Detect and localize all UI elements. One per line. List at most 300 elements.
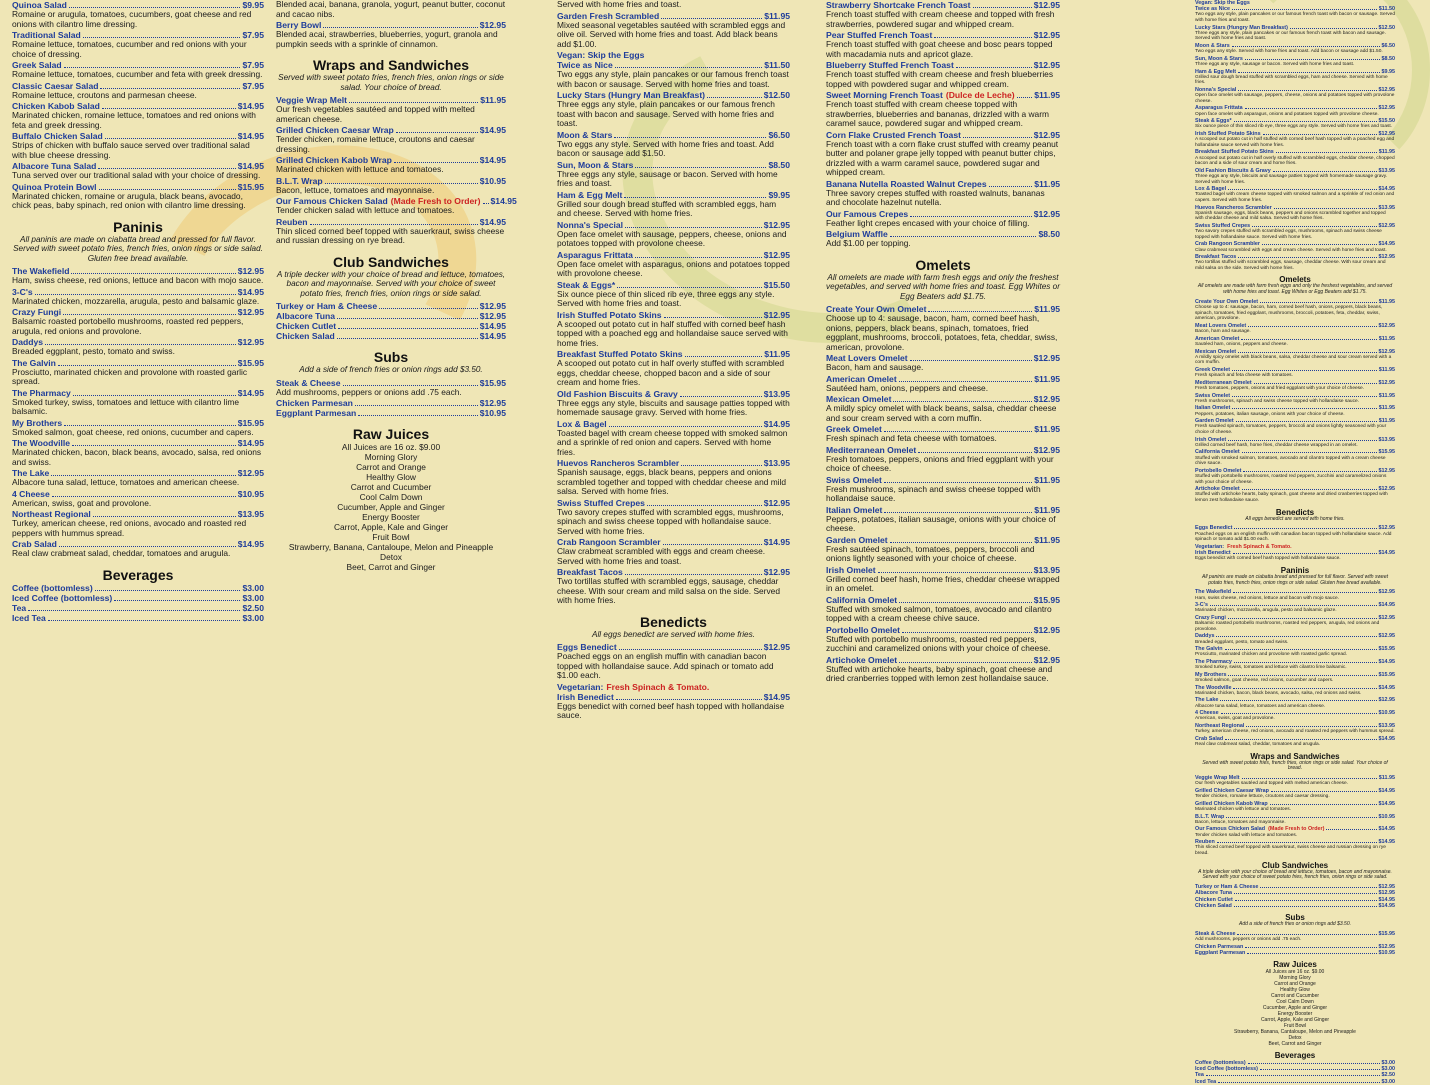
menu-item-description: Marinated chicken, bacon, black beans, avocado, salsa, red onions and swiss. bbox=[12, 447, 262, 467]
menu-item-name: Grilled Chicken Kabob Wrap bbox=[1195, 800, 1268, 807]
omelets-item bbox=[826, 374, 1060, 384]
menu-item-name: Mediterranean Omelet bbox=[1195, 379, 1252, 386]
eggs-item bbox=[557, 50, 790, 60]
menu-item-description: Spanish sausage, eggs, black beans, peppers and onions scrambled together and topped with cheddar cheese and mild salsa. Served with home fries. bbox=[557, 467, 787, 496]
leader-dots bbox=[884, 482, 1032, 483]
menu-item-name: Moon & Stars bbox=[557, 129, 613, 140]
menu-item-name: Create Your Own Omelet bbox=[1195, 299, 1259, 306]
menu-item-description: Marinated chicken, mozzarella, arugula, pesto and balsamic glaze. bbox=[12, 295, 260, 306]
leader-dots bbox=[1216, 636, 1376, 637]
paninis-item bbox=[12, 418, 264, 428]
eggs-item bbox=[557, 11, 790, 21]
menu-item-description: Real claw crabmeat salad, cheddar, tomatoes and arugula. bbox=[12, 548, 231, 558]
leader-dots bbox=[893, 401, 1031, 402]
menu-item-name: Daddys bbox=[12, 337, 44, 347]
menu-item-price: $14.95 bbox=[1378, 658, 1395, 665]
menu-item-note: (Made Fresh to Order) bbox=[1268, 826, 1325, 833]
leader-dots bbox=[899, 662, 1032, 663]
leader-dots bbox=[1242, 452, 1377, 453]
menu-item-price: $12.95 bbox=[1378, 105, 1395, 112]
leader-dots bbox=[1247, 953, 1376, 954]
menu-item-description: A scooped out potato cut in half overly stuffed with scrambled eggs, cheddar cheese, chopped bacon and a side of sour cream and home fries. bbox=[557, 358, 785, 387]
juice-ingredients: Beet, Carrot and Ginger bbox=[346, 562, 436, 572]
menu-item-name: Eggs Benedict bbox=[1195, 525, 1233, 532]
menu-item-price: $3.00 bbox=[1381, 1078, 1395, 1085]
menu-column-eggs-benedicts bbox=[545, 0, 790, 720]
menu-item-description: Romaine or arugula, tomatoes, cucumbers, goat cheese and red onions with cilantro lime dressing. bbox=[12, 9, 252, 29]
menu-item-description: Sautéed ham, onions, peppers and cheese. bbox=[826, 382, 989, 393]
mini-juice-name: Fruit Bowl bbox=[1283, 1022, 1307, 1029]
menu-item-note: (Made Fresh to Order) bbox=[390, 196, 481, 206]
menu-item-description: Peppers, potatoes, italian sausage, onions with your choice of cheese. bbox=[1195, 411, 1345, 417]
leader-dots bbox=[1238, 90, 1376, 91]
menu-item-name: Coffee (bottomless) bbox=[1195, 1059, 1246, 1066]
menu-item-price: $12.50 bbox=[763, 90, 790, 100]
menu-item-description: Sautéed ham, onions, peppers and cheese. bbox=[1195, 342, 1288, 348]
mini-club-item bbox=[1195, 903, 1395, 909]
menu-item-description: A mildly spicy omelet with black beans, salsa, cheddar cheese and sour cream served with a corn muffin. bbox=[1195, 354, 1392, 366]
leader-dots bbox=[71, 273, 235, 274]
menu-item-price: $12.95 bbox=[1033, 394, 1060, 404]
menu-item-description: Grilled sour dough bread stuffed with scrambled eggs, ham and cheese. Served with home fries. bbox=[557, 198, 777, 218]
mini-juices-title: Raw Juices bbox=[1273, 959, 1317, 969]
menu-item-name: Garden Omelet bbox=[1195, 418, 1234, 425]
menu-item-price: $14.95 bbox=[1378, 241, 1395, 248]
menu-item-description: Thin sliced corned beef topped with sauerkraut, swiss cheese and russian dressing on rye bread. bbox=[1195, 845, 1386, 856]
leader-dots bbox=[1234, 893, 1376, 894]
french-toast-item bbox=[826, 179, 1060, 189]
menu-item-name: Albacore Tuna Salad bbox=[12, 161, 97, 171]
menu-item-name: Chicken Kabob Salad bbox=[12, 101, 100, 111]
eggs-item bbox=[557, 419, 790, 429]
menu-item-name: Vegetarian: bbox=[1195, 543, 1225, 550]
menu-item-price: $14.95 bbox=[237, 286, 264, 297]
leader-dots bbox=[615, 67, 762, 68]
salad-item bbox=[12, 81, 264, 91]
menu-item-name: The Woodville bbox=[1195, 684, 1232, 691]
leader-dots bbox=[1271, 791, 1377, 792]
menu-item-price: $12.95 bbox=[1378, 633, 1395, 640]
omelets-title: Omelets bbox=[915, 256, 971, 273]
mini-omelets-title: Omelets bbox=[1279, 275, 1311, 285]
mini-subs-title: Subs bbox=[1285, 912, 1305, 922]
menu-item-price: $9.95 bbox=[768, 189, 790, 200]
menu-item-description: French toast stuffed with cream cheese topped with strawberries, blueberries and bananas, drizzled with a warm caramel sauce, powdered sugar and whipped cream. bbox=[826, 99, 1049, 128]
leader-dots bbox=[647, 505, 762, 506]
menu-item-price: $14.95 bbox=[1378, 896, 1395, 903]
menu-item-description: Poached eggs on an english muffin with canadian bacon topped with hollandaise sauce. Add spinach or tomato add $1.00 each. bbox=[1195, 531, 1392, 543]
menu-item-description: Stuffed with portobello mushrooms, roasted red peppers, zucchini and caramelized onions with your choice of cheese. bbox=[826, 633, 1051, 653]
menu-item-name: Iced Coffee (bottomless) bbox=[1195, 1066, 1258, 1073]
menu-item-name: Sun, Moon & Stars bbox=[557, 159, 634, 170]
mini-juice-name: Healthy Glow bbox=[1280, 986, 1310, 993]
paninis-item bbox=[12, 489, 264, 499]
mini-club-title: Club Sandwiches bbox=[1261, 860, 1329, 870]
menu-item-description: Choose up to 4: sausage, bacon, ham, corned beef hash, onions, peppers, black beans, spinach, tomatoes, fried eggplant, mushrooms, broccoli, potatoes, feta, cheddar, swiss, american, provolone. bbox=[1195, 305, 1383, 322]
leader-dots bbox=[72, 445, 236, 446]
menu-item-description: Smoked salmon, goat cheese, red onions, cucumber and capers. bbox=[12, 426, 254, 437]
menu-item-name: Italian Omelet bbox=[1195, 405, 1231, 412]
menu-item-description: Fresh spinach and feta cheese with tomatoes. bbox=[1195, 373, 1293, 379]
menu-item-description: Grilled corned beef hash, home fries, cheddar cheese wrapped in an omelet. bbox=[1195, 442, 1358, 448]
juices-note: All Juices are 16 oz. $9.00 bbox=[341, 442, 441, 452]
menu-item-name: Turkey or Ham & Cheese bbox=[276, 301, 378, 311]
leader-dots bbox=[899, 602, 1032, 603]
menu-item-name: Swiss Stuffed Crepes bbox=[557, 497, 645, 508]
menu-item-name: Artichoke Omelet bbox=[1195, 486, 1240, 493]
menu-thumbnail-page bbox=[1195, 0, 1395, 1085]
menu-item-description: Our fresh vegetables sautéed and topped with melted american cheese. bbox=[1195, 781, 1349, 787]
menu-item-price: $8.50 bbox=[1381, 55, 1395, 62]
menu-item-name: Twice as Nice bbox=[557, 60, 613, 70]
leader-dots bbox=[355, 405, 478, 406]
menu-item-name: Artichoke Omelet bbox=[826, 654, 898, 665]
menu-item-description: Balsamic roasted portobello mushrooms, roasted red peppers, arugula, red onions and provolone. bbox=[12, 316, 244, 336]
menu-item-price: $14.95 bbox=[763, 691, 790, 702]
menu-item-description: Two eggs any style, plain pancakes or our famous french toast with bacon or sausage. Served with home fries and toast. bbox=[557, 69, 789, 89]
menu-item-name: Crab Salad bbox=[1195, 735, 1224, 742]
menu-item-name: Vegan: Skip the Eggs bbox=[557, 50, 645, 60]
menu-item-name: Belgium Waffle bbox=[826, 229, 888, 239]
menu-item-name: Corn Flake Crusted French Toast bbox=[826, 129, 961, 140]
menu-item-name: Lucky Stars (Hungry Man Breakfast) bbox=[557, 90, 706, 100]
menu-item-name: Quinoa Salad bbox=[12, 0, 67, 10]
beverages-item bbox=[12, 613, 264, 623]
menu-item-name: Turkey or Ham & Cheese bbox=[1195, 884, 1259, 891]
menu-item-description: Stuffed with smoked salmon, tomatoes, avocado and cilantro topped with a cream cheese chive sauce. bbox=[826, 603, 1052, 623]
menu-item-description: Marinated chicken, romaine lettuce, tomatoes and red onions with feta and greek dressing. bbox=[12, 110, 256, 130]
menu-item-name: Lucky Stars (Hungry Man Breakfast) bbox=[1195, 24, 1288, 31]
menu-item-name: Breakfast Tacos bbox=[1195, 254, 1237, 261]
menu-item-description: Three eggs any style, sausage or bacon. Served with home fries and toast. bbox=[557, 168, 778, 188]
menu-item-price: $12.95 bbox=[479, 20, 506, 30]
menu-item-name: Chicken Cutlet bbox=[276, 321, 337, 331]
menu-item-description: Romaine lettuce, tomatoes, cucumber and red onions with your choice of dressing. bbox=[12, 39, 247, 59]
menu-item-price: $11.95 bbox=[1378, 405, 1395, 412]
menu-item-price: $15.95 bbox=[479, 377, 506, 388]
leader-dots bbox=[52, 496, 236, 497]
leader-dots bbox=[69, 7, 241, 8]
leader-dots bbox=[1290, 28, 1377, 29]
juice-ingredients: Carrot and Cucumber bbox=[350, 482, 432, 492]
menu-item-description: Prosciutto, marinated chicken and provolone with roasted garlic spread. bbox=[12, 366, 248, 386]
leader-dots bbox=[1242, 778, 1377, 779]
menu-item-price: $11.50 bbox=[764, 60, 790, 70]
menu-item-price: $12.95 bbox=[1033, 0, 1060, 10]
leader-dots bbox=[1233, 592, 1376, 593]
mini-juices-note: All Juices are 16 oz. $9.00 bbox=[1265, 968, 1325, 975]
mini-subs-note: Add a side of french fries or onion rings add $3.50. bbox=[1238, 920, 1351, 927]
menu-item-name: 3-C's bbox=[12, 286, 33, 297]
leader-dots bbox=[63, 314, 236, 315]
menu-item-description: A mildly spicy omelet with black beans, salsa, cheddar cheese and sour cream served with a corn muffin. bbox=[826, 403, 1057, 423]
menu-item-name: Veggie Wrap Melt bbox=[1195, 775, 1240, 782]
beverages-item bbox=[12, 593, 264, 603]
leader-dots bbox=[1260, 887, 1376, 888]
leader-dots bbox=[956, 67, 1032, 68]
menu-item-description: American, swiss, goat and provolone. bbox=[12, 497, 152, 508]
menu-item-description: Two tortillas stuffed with scrambled eggs, sausage, cheddar cheese. With sour cream and mild salsa on the side. Served with home fries. bbox=[557, 576, 780, 605]
menu-item-description: Tuna served over our traditional salad with your choice of dressing. bbox=[12, 170, 261, 180]
menu-item-name: Ham & Egg Melt bbox=[557, 189, 623, 200]
juice-name: Morning Glory bbox=[364, 452, 418, 462]
leader-dots bbox=[902, 632, 1032, 633]
leader-dots bbox=[95, 590, 241, 591]
mini-juice-ingredients: Cucumber, Apple and Ginger bbox=[1262, 1004, 1328, 1011]
leader-dots bbox=[934, 37, 1031, 38]
menu-item-name: B.L.T. Wrap bbox=[276, 175, 323, 186]
leader-dots bbox=[918, 452, 1031, 453]
menu-item-price: $11.95 bbox=[1034, 373, 1060, 384]
leader-dots bbox=[337, 318, 478, 319]
menu-item-price: $11.95 bbox=[1034, 504, 1060, 515]
menu-item-name: The Galvin bbox=[12, 357, 56, 368]
menu-item-price: $11.95 bbox=[1034, 534, 1060, 545]
menu-item-name: My Brothers bbox=[1195, 671, 1227, 678]
leader-dots bbox=[663, 544, 762, 545]
menu-item-description: Turkey, american cheese, red onions, avocado and roasted red peppers with hummus spread. bbox=[1195, 729, 1395, 735]
benedicts-item bbox=[557, 692, 790, 702]
menu-item-name: Steak & Cheese bbox=[1195, 930, 1236, 937]
juice-name: Energy Booster bbox=[362, 512, 420, 522]
menu-item-price: $14.95 bbox=[479, 155, 506, 165]
juice-ingredients: Cucumber, Apple and Ginger bbox=[337, 502, 445, 512]
menu-item-price: $14.95 bbox=[1378, 787, 1395, 794]
menu-item-price: $14.95 bbox=[479, 321, 506, 331]
menu-item-name: Steak & Cheese bbox=[276, 377, 341, 388]
menu-item-price: $12.95 bbox=[237, 337, 264, 347]
menu-item-name: Quinoa Protein Bowl bbox=[12, 181, 97, 192]
leader-dots bbox=[625, 574, 762, 575]
menu-item-description: French toast stuffed with cream cheese and topped with fresh strawberries, powdered sugar and whipped cream. bbox=[826, 9, 1055, 29]
menu-item-name: Chicken Parmesan bbox=[1195, 943, 1244, 950]
leader-dots bbox=[1270, 804, 1377, 805]
menu-item-description: Fresh mushrooms, spinach and swiss cheese topped with hollandaise sauce. bbox=[1195, 398, 1359, 404]
leader-dots bbox=[35, 294, 236, 295]
menu-item-description: Add mushrooms, peppers or onions add .75 each. bbox=[276, 386, 462, 397]
menu-item-description: Claw crabmeat scrambled with eggs and cream cheese. Served with home fries and toast. bbox=[557, 546, 766, 566]
mini-beverages-item bbox=[1195, 1079, 1395, 1085]
menu-item-price: $12.95 bbox=[237, 307, 264, 317]
leader-dots bbox=[1274, 208, 1377, 209]
menu-item-name: Crab Salad bbox=[12, 539, 57, 549]
menu-item-description: Two tortillas stuffed with scrambled eggs, sausage, cheddar cheese. With sour cream and mild salsa on the side. Served with home fries. bbox=[1195, 260, 1386, 271]
menu-item-price: $14.95 bbox=[1378, 602, 1395, 609]
benedicts-item bbox=[557, 682, 790, 692]
menu-item-price: $14.95 bbox=[237, 101, 264, 111]
menu-item-description: Prosciutto, marinated chicken and provolone with roasted garlic spread. bbox=[1195, 652, 1347, 658]
menu-column-salads-paninis bbox=[0, 0, 268, 623]
wraps-item bbox=[276, 217, 506, 227]
menu-item-price: $3.00 bbox=[1381, 1059, 1395, 1066]
menu-item-price: $14.95 bbox=[237, 131, 264, 141]
menu-item-description: Toasted bagel with cream cheese topped with smoked salmon and a sprinkle of red onion and capers. Served with home fries. bbox=[557, 427, 788, 457]
menu-item-price: $14.95 bbox=[763, 537, 790, 547]
menu-item-name: Twice as Nice bbox=[1195, 6, 1230, 13]
menu-item-name: Old Fashion Biscuits & Gravy bbox=[1195, 167, 1271, 174]
mini-juice-ingredients: Carrot and Orange bbox=[1274, 980, 1316, 987]
menu-item-description: Open face omelet with sausage, peppers, cheese, onions and potatoes topped with provolone cheese. bbox=[1195, 93, 1395, 104]
leader-dots bbox=[1238, 352, 1376, 353]
menu-item-name: Garden Omelet bbox=[826, 534, 888, 545]
menu-item-name: Meat Lovers Omelet bbox=[1195, 323, 1247, 330]
leader-dots bbox=[1233, 553, 1377, 554]
menu-item-price: $12.95 bbox=[479, 398, 506, 408]
menu-item-description: Toasted bagel with cream cheese topped with smoked salmon and a sprinkle of red onion and capers. Served with home fries. bbox=[1195, 192, 1395, 203]
leader-dots bbox=[685, 356, 763, 357]
menu-item-price: $15.95 bbox=[1378, 930, 1395, 937]
leader-dots bbox=[681, 465, 761, 466]
menu-item-description: Stuffed with portobello mushrooms, roasted red peppers, zucchini and caramelized onions with your choice of cheese. bbox=[1195, 474, 1387, 485]
menu-item-description: Stuffed with smoked salmon, tomatoes, avocado and cilantro topped with a cream cheese chive sauce. bbox=[1195, 455, 1386, 467]
eggs-head-description: Served with home fries and toast. bbox=[557, 0, 682, 9]
leader-dots bbox=[1260, 302, 1377, 303]
leader-dots bbox=[616, 699, 762, 700]
club-item bbox=[276, 331, 506, 341]
menu-item-price: $13.95 bbox=[1378, 167, 1395, 174]
club-title: Club Sandwiches bbox=[333, 253, 449, 270]
leader-dots bbox=[989, 186, 1033, 187]
menu-column-wraps-subs-juices bbox=[276, 0, 517, 572]
menu-item-name: California Omelet bbox=[1195, 449, 1240, 456]
menu-item-price: $12.95 bbox=[1033, 624, 1060, 635]
menu-item-name: 4 Cheese bbox=[1195, 710, 1219, 717]
leader-dots bbox=[358, 415, 477, 416]
menu-item-price: $12.95 bbox=[1378, 884, 1395, 891]
menu-item-price: $13.95 bbox=[763, 458, 790, 468]
menu-item-name: Chicken Salad bbox=[276, 331, 335, 341]
menu-item-name: Traditional Salad bbox=[12, 30, 81, 40]
menu-item-price: $14.95 bbox=[479, 125, 506, 135]
leader-dots bbox=[635, 257, 762, 258]
menu-item-description: French toast stuffed with cream cheese and fresh blueberries topped with powdered sugar and whipped cream. bbox=[826, 69, 1054, 89]
menu-item-description: Breaded eggplant, pesto, tomato and swiss. bbox=[12, 346, 175, 356]
menu-item-price: $11.95 bbox=[764, 10, 790, 21]
menu-item-name: Swiss Omelet bbox=[826, 474, 882, 485]
omelets-item bbox=[826, 565, 1060, 575]
leader-dots bbox=[28, 610, 240, 611]
menu-item-price: $15.95 bbox=[237, 417, 264, 428]
mini-juice-ingredients: Beet, Carrot and Ginger bbox=[1268, 1040, 1322, 1047]
menu-item-price: $11.95 bbox=[1034, 90, 1060, 100]
menu-item-price: $12.95 bbox=[1378, 379, 1395, 386]
menu-item-name: Swiss Stuffed Crepes bbox=[1195, 222, 1251, 229]
menu-item-price: $15.95 bbox=[237, 181, 264, 192]
juice-name: Cool Calm Down bbox=[359, 492, 423, 502]
juice-name: Healthy Glow bbox=[366, 472, 416, 482]
menu-item-price: $15.95 bbox=[1033, 594, 1060, 605]
leader-dots bbox=[619, 649, 762, 650]
menu-item-name: Ham & Egg Melt bbox=[1195, 68, 1237, 75]
menu-item-description: Thin sliced corned beef topped with sauerkraut, swiss cheese and russian dressing on rye bread. bbox=[276, 225, 505, 245]
juices-title: Raw Juices bbox=[352, 426, 430, 442]
omelets-item bbox=[826, 505, 1060, 515]
menu-item-price: $14.95 bbox=[479, 331, 506, 341]
menu-item-price: $11.95 bbox=[1378, 335, 1395, 342]
menu-item-price: $12.95 bbox=[1033, 444, 1060, 455]
menu-item-price: $13.95 bbox=[1378, 204, 1395, 211]
club-item bbox=[276, 301, 506, 311]
menu-item-name: Our Famous Crepes bbox=[826, 208, 909, 219]
menu-item-description: Our fresh vegetables sautéed and topped with melted american cheese. bbox=[276, 104, 475, 124]
mini-juice-ingredients: Strawberry, Banana, Cantaloupe, Melon and Pineapple bbox=[1234, 1028, 1356, 1035]
menu-item-price: $14.95 bbox=[1378, 800, 1395, 807]
menu-item-price: $8.50 bbox=[768, 159, 790, 170]
leader-dots bbox=[1238, 257, 1376, 258]
menu-item-description: Turkey, american cheese, red onions, avocado and roasted red peppers with hummus spread. bbox=[12, 518, 247, 538]
eggs-item bbox=[557, 220, 790, 230]
menu-item-description: Albacore tuna salad, lettuce, tomatoes and american cheese. bbox=[12, 477, 240, 487]
menu-item-price: $9.95 bbox=[242, 0, 264, 10]
menu-item-price: $10.95 bbox=[479, 408, 506, 418]
menu-item-price: $12.95 bbox=[1378, 943, 1395, 950]
mini-paninis-note: All paninis are made on ciabatta bread and pressed for full flavor. Served with sweet potato fries, french fries, onion rings or side salad. Gluten free bread available. bbox=[1201, 573, 1389, 586]
menu-item-description: Three eggs any style, sausage or bacon. Served with home fries and toast. bbox=[1195, 61, 1355, 67]
leader-dots bbox=[1238, 72, 1379, 73]
menu-item-price: $15.95 bbox=[1378, 646, 1395, 653]
menu-item-price: $11.95 bbox=[1034, 304, 1060, 314]
menu-item-description: Bacon, ham and sausage. bbox=[1195, 329, 1251, 335]
subs-item bbox=[276, 378, 506, 388]
leader-dots bbox=[661, 18, 762, 19]
menu-item-price: $15.95 bbox=[237, 357, 264, 368]
menu-item-description: Fresh sautéed spinach, tomatoes, peppers, broccoli and onions lightly seasoned with your choice of cheese. bbox=[826, 543, 1035, 563]
menu-item-price: $12.95 bbox=[1378, 467, 1395, 474]
leader-dots bbox=[1218, 1082, 1379, 1083]
menu-item-description: Fresh tomatoes, peppers, onions and fried eggplant with your choice of cheese. bbox=[826, 453, 1054, 473]
menu-item-name: Iced Coffee (bottomless) bbox=[12, 592, 113, 603]
leader-dots bbox=[1326, 829, 1376, 830]
menu-item-description: Ham, swiss cheese, red onions, lettuce and bacon with mojo sauce. bbox=[1195, 595, 1339, 601]
menu-item-description: Romaine lettuce, tomatoes, cucumber and feta with greek dressing. bbox=[12, 69, 263, 79]
menu-item-name: Irish Stuffed Potato Skins bbox=[557, 309, 662, 320]
leader-dots bbox=[1220, 700, 1376, 701]
menu-item-description: Bacon, lettuce, tomatoes and mayonnaise. bbox=[276, 184, 435, 195]
menu-item-description: French toast stuffed with goat cheese and bosc pears topped with macadamia nuts and apricot glaze. bbox=[826, 39, 1053, 59]
menu-item-description: Stuffed with artichoke hearts, baby spinach, goat cheese and dried cranberries topped with lemon zest hollandaise sauce. bbox=[1195, 492, 1388, 503]
leader-dots bbox=[664, 317, 762, 318]
eggs-item bbox=[557, 130, 790, 140]
leader-dots bbox=[1245, 947, 1376, 948]
menu-item-price: $14.95 bbox=[237, 387, 264, 398]
menu-item-name: 3-C's bbox=[1195, 602, 1208, 609]
leader-dots bbox=[58, 365, 236, 366]
menu-item-price: $12.95 bbox=[479, 301, 506, 311]
leader-dots bbox=[64, 67, 241, 68]
menu-item-description: Marinated chicken with lettuce and tomatoes. bbox=[276, 164, 444, 174]
menu-item-price: $3.00 bbox=[242, 592, 264, 603]
leader-dots bbox=[1242, 489, 1377, 490]
paninis-item bbox=[12, 388, 264, 398]
menu-item-name: Portobello Omelet bbox=[826, 624, 901, 635]
menu-item-price: $12.95 bbox=[1033, 654, 1060, 665]
menu-item-price: $12.95 bbox=[1378, 86, 1395, 93]
menu-item-description: Grilled sour dough bread stuffed with scrambled eggs, ham and cheese. Served with home fries. bbox=[1195, 74, 1388, 86]
menu-item-price: $13.95 bbox=[1378, 436, 1395, 443]
menu-item-name: Steak & Eggs* bbox=[1195, 118, 1232, 125]
menu-item-price: $12.95 bbox=[1378, 614, 1395, 621]
menu-item-price: $12.95 bbox=[1378, 222, 1395, 229]
menu-item-name: The Wakefield bbox=[12, 266, 70, 276]
leader-dots bbox=[973, 7, 1032, 8]
leader-dots bbox=[1263, 134, 1377, 135]
menu-item-description: Grilled corned beef hash, home fries, cheddar cheese wrapped in an omelet. bbox=[826, 573, 1060, 593]
menu-item-name: Nonna's Special bbox=[1195, 86, 1237, 93]
menu-item-price: $11.95 bbox=[1034, 424, 1060, 434]
menu-item-name: Crazy Fungi bbox=[12, 307, 62, 317]
menu-item-price: $11.95 bbox=[1378, 367, 1395, 374]
menu-item-name: Asparagus Frittata bbox=[557, 249, 633, 260]
